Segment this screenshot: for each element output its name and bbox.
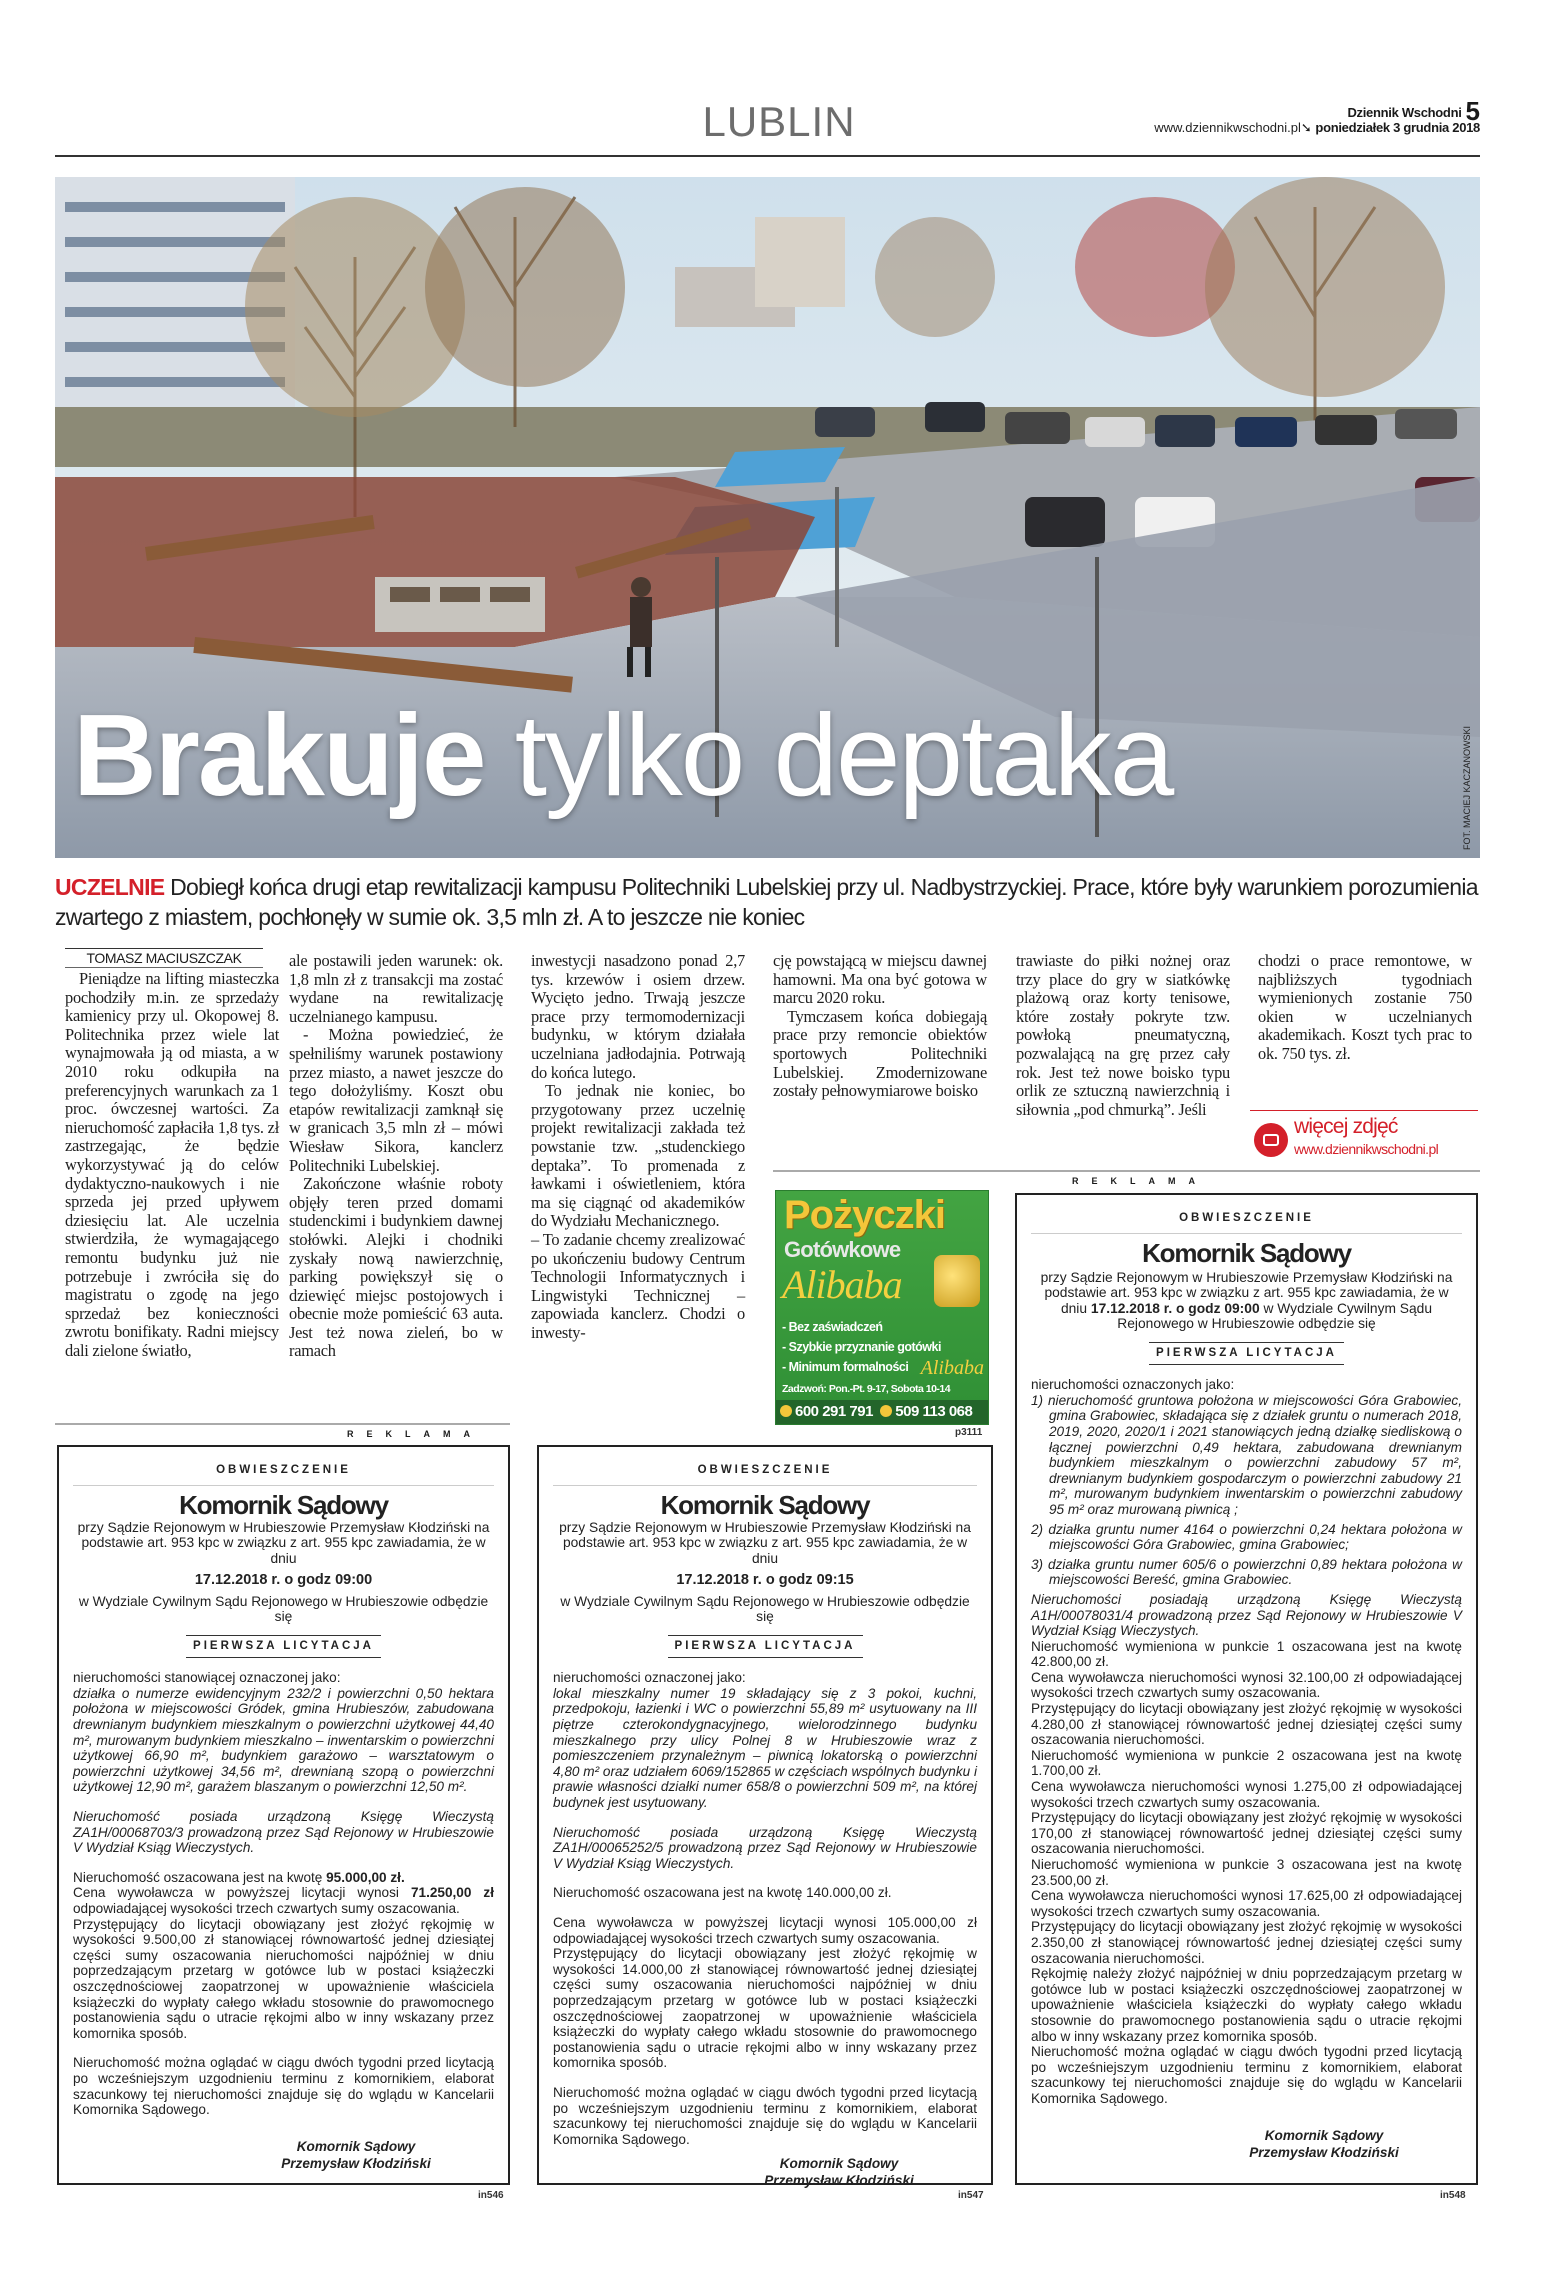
paragraph: Pieniądze na lifting miasteczka pochodziły m.in. ze sprzedaży kamienicy przy ul. Okopowej 8. Politechnika przez wiele lat wynajmowała ją od miasta, a w 2010 roku odkupiła na preferencyjnych warunkach za 1 proc. ówczesnej wartości. Za nieruchomość zapłaciła 1,8 tys. zł zastrzegając, że będzie wykorzystywać ją do celów dydaktyczno-naukowych i nie sprzeda jej przed upływem dziesięciu lat. Ale uczelnia stwierdziła, że wymagającego remontu budynku już nie potrzebuje i zwróciła się do magistratu o zgodę na jego sprzedaż bez konieczności zwrotu bonifikaty. Radni miejscy dali zielone światło, [65,969,279,1360]
property-item: 3) działka gruntu numer 605/6 o powierzchni 0,89 hektara położona w miejscowości Bereść, gmina Grabowiec. [1031,1556,1462,1588]
ad-bullet: - Bez zaświadczeń [782,1320,883,1334]
notice-deposit: Przystępujący do licytacji obowiązany jest złożyć rękojmię w wysokości 9.500,00 zł stanowiącej równowartość jednej dziesiątej części sumy oszacowania nieruchomości najpóźniej w dniu poprzedzającym przetarg w gotówce lub w postaci książeczki oszczędnościowej zaopatrzonej w upoważnienie właściciela książeczki do wypłaty całego wkładu stosownie do prawomocnego postanowienia sądu o utracie rękojmi albo w inny wskazany przez komornika sposób. [73,1916,494,2041]
notice-estimate [73,1870,494,1886]
paragraph: Zakończone właśnie roboty objęły teren przed domami studenckimi i budynkiem dawnej stołówki. Alejki i chodniki zyskały nową nawierzchnię, parking powiększył się o dziewięć miejsc postojowych i obecnie może pomieścić 63 auta. Jest też nowa zieleń, bo w ramach [289,1174,503,1361]
notice-paragraph: Cena wywoławcza nieruchomości wynosi 17.625,00 zł odpowiadającej wysokości trzech czwartych sumy oszacowania. [1031,1888,1462,1919]
headline [73,688,1172,822]
article-column-4 [773,952,987,1101]
estimate-amount: 95.000,00 zł. [326,1869,405,1885]
divider [773,1170,1480,1172]
notice-paragraph: Cena wywoławcza nieruchomości wynosi 1.275,00 zł odpowiadającej wysokości trzech czwartych sumy oszacowania. [1031,1779,1462,1810]
notice-description: działka o numerze ewidencyjnym 232/2 i powierzchni 0,50 hektara położona w miejscowości Gródek, gmina Hrubieszów, zabudowana drewnianym budynkiem mieszkalnym o powierzchni użytkowej 44,40 m², murowanym budynkiem mieszkalno – inwentarskim o powierzchni użytkowej 66,90 m², budynkiem garażowo – warsztatowym o powierzchni użytkowej 34,56 m², drewnianą szopą o powierzchni użytkowej 12,90 m², garażem blaszanym o powierzchni 12,50 m². [73,1685,494,1795]
signature-title: Komornik Sądowy [1264,2127,1384,2143]
notice-title: Komornik Sądowy [179,1489,388,1520]
ad-subtitle: Gotówkowe [784,1237,901,1262]
notice-intro: przy Sądzie Rejonowym w Hrubieszowie Przemysław Kłodziński na podstawie art. 953 kpc w związku z art. 955 kpc zawiadamia, że w dniu [559,1519,971,1566]
notice-signature [1031,2127,1462,2161]
notice-paragraph: Nieruchomość można oglądać w ciągu dwóch tygodni przed licytacją po wcześniejszym uzgodnieniu terminu z komornikiem, elaborat szacunkowy tej nieruchomości znajduje się do wglądu w Kancelarii Komornika Sądowego. [1031,2044,1462,2106]
article-deck [55,872,1485,932]
loan-advertisement[interactable] [775,1190,989,1425]
notice-date: 17.12.2018 r. o godz 09:15 [676,1572,854,1589]
ad-title: Pożyczki [784,1193,945,1237]
paragraph: To jednak nie koniec, bo przygotowany przez uczelnię projekt rewitalizacji zakłada też powstanie tzw. „studenckiego deptaka”. To promenada z ławkami i oświetleniem, która ma się ciągnąć od akademików do Wydziału Mechanicznego. [531,1081,745,1231]
phone-icon [880,1405,892,1417]
more-photos-link[interactable] [1250,1110,1478,1170]
bailiff-notice-1 [57,1445,510,2185]
notice-land-register: Nieruchomość posiada urządzoną Księgę Wieczystą ZA1H/00068703/3 prowadzoną przez Sąd Rejonowy w Hrubieszowie V Wydział Ksiąg Wieczystych. [73,1809,494,1856]
notice-title: Komornik Sądowy [660,1489,870,1520]
ad-bullet: - Szybkie przyznanie gotówki [782,1340,941,1354]
ad-hours: Zadzwoń: Pon.-Pt. 9-17, Sobota 10-14 [782,1383,951,1395]
notice-lead: nieruchomości oznaczonej jako: [553,1670,746,1686]
treasure-chest-icon [934,1255,980,1307]
notice-section: PIERWSZA LICYTACJA [1149,1342,1344,1366]
notice-paragraph: Nieruchomość wymieniona w punkcie 2 oszacowana jest na kwotę 1.700,00 zł. [1031,1747,1462,1779]
photo-credit: FOT. MACIEJ KACZANOWSKI [1462,725,1472,850]
notice-code: in547 [958,2190,984,2201]
cursor-icon: ➘ [1300,120,1312,135]
ad-bullet: - Minimum formalności [782,1360,909,1374]
section-title: LUBLIN [702,98,856,145]
notice-paragraph: Nieruchomość wymieniona w punkcie 3 oszacowana jest na kwotę 23.500,00 zł. [1031,1857,1462,1888]
paper-name: Dziennik Wschodni [1347,105,1462,120]
notice-code: in548 [1440,2190,1466,2201]
notice-viewing: Nieruchomość można oglądać w ciągu dwóch tygodni przed licytacją po wcześniejszym uzgodnieniu terminu z komornikiem, elaborat szacunkowy tej nieruchomości znajduje się do wglądu w Kancelarii Komornika Sądowego. [553,2084,977,2147]
signature-title: Komornik Sądowy [779,2156,899,2172]
price-amount: 71.250,00 zł [410,1885,495,1901]
paragraph: cję powstającą w miejscu dawnej hamowni. Ma ona być gotowa w marcu 2020 roku. [773,951,987,1008]
notice-lead: nieruchomości oznaczonych jako: [1031,1377,1235,1393]
notice-header: OBWIESZCZENIE [73,1463,494,1486]
article-column-2 [289,952,503,1361]
notice-land-register: Nieruchomość posiada urządzoną Księgę Wieczystą ZA1H/00065252/5 prowadzoną przez Sąd Rejonowy w Hrubieszowie V Wydział Ksiąg Wieczystych. [553,1824,977,1871]
issue-date: poniedziałek 3 grudnia 2018 [1315,120,1480,135]
notice-paragraph: Rękojmię należy złożyć najpóźniej w dniu poprzedzającym przetarg w gotówce lub w postaci książeczki oszczędnościowej zaopatrzonej w upoważnienie właściciela książeczki do wypłaty całego wkładu stosownie do prawomocnego postanowienia sądu o utracie rękojmi albo w inny wskazany przez komornika sposób. [1031,1966,1462,2044]
ad-brand-small: Alibaba [920,1357,984,1379]
notice-date: 17.12.2018 r. o godz 09:00 [194,1572,373,1589]
notice-paragraph: Przystępujący do licytacji obowiązany jest złożyć rękojmię w wysokości 170,00 zł stanowiącej równowartość jednej dziesiątej części sumy oszacowania nieruchomości. [1031,1810,1462,1857]
property-item: 1) nieruchomość gruntowa położona w miejscowości Góra Grabowiec, gmina Grabowiec, składająca się z działek gruntu o numerach 2018, 2019, 2020, 2020/1 i 2021 stanowiących jedną działkę siedliskową o łącznej powierzchni 0,49 hektara, zabudowana drewnianym budynkiem mieszkalnym o powierzchni zabudowy 57 m², drewnianym budynkiem gospodarczym o powierzchni zabudowy 21 m², murowanym budynkiem inwentarskim o powierzchni zabudowy 95 m² oraz murowaną piwnicą ; [1031,1392,1462,1517]
price-text: Cena wywoławcza w powyższej licytacji wynosi [73,1885,399,1901]
notice-intro-text: przy Sądzie Rejonowym w Hrubieszowie Przemysław Kłodziński na podstawie art. 953 kpc w związku z art. 955 kpc zawiadamia, że w dniu [1040,1269,1453,1316]
notice-venue: w Wydziale Cywilnym Sądu Rejonowego w Hrubieszowie odbędzie się [78,1593,489,1625]
article-column-5 [1016,952,1230,1119]
property-list [1031,1393,1462,1588]
notice-price [73,1885,494,1916]
reklama-label: REKLAMA [347,1429,483,1439]
notice-paragraph: Przystępujący do licytacji obowiązany jest złożyć rękojmię w wysokości 4.280,00 zł stanowiącej równowartość jednej dziesiątej części sumy oszacowania nieruchomości. [1031,1701,1462,1748]
paragraph: trawiaste do piłki nożnej oraz trzy place do gry w siatkówkę plażową oraz korty tenisowe, które zostały pokryte tzw. powłoką pneumatyczną, pozwalającą na grę przez cały rok. Jest też nowe boisko typu orlik ze sztuczną nawierzchnią i siłownia „pod chmurką”. Jeśli [1016,951,1230,1119]
camera-icon [1254,1123,1288,1157]
notice-section: PIERWSZA LICYTACJA [186,1635,381,1659]
header-rule [55,155,1480,157]
page-number: 5 [1465,96,1480,126]
estimate-text: Nieruchomość oszacowana jest na kwotę [73,1869,323,1885]
paragraph: chodzi o prace remontowe, w najbliższych tygodniach wymienionych zostanie 750 okien w uczelnianych akademikach. Koszt tych prac to ok. 750 tys. zł. [1258,951,1472,1063]
notice-venue: w Wydziale Cywilnym Sądu Rejonowego w Hrubieszowie odbędzie się [1117,1300,1433,1332]
notice-code: in546 [478,2190,504,2201]
paragraph: Tymczasem końca dobiegają prace przy remoncie obiektów sportowych Politechniki Lubelskiej. Zmodernizowane zostały pełnowymiarowe boisko [773,1006,987,1101]
notice-intro [1031,1270,1462,1332]
notice-paragraph: Cena wywoławcza nieruchomości wynosi 32.100,00 zł odpowiadającej wysokości trzech czwartych sumy oszacowania. [1031,1669,1462,1701]
signature-name: Przemysław Kłodziński [1249,2144,1399,2160]
signature-name: Przemysław Kłodziński [281,2155,431,2171]
article-column-1 [65,970,279,1360]
ad-phone-2: 509 113 068 [895,1403,973,1420]
divider [55,1423,510,1425]
notice-paragraph: Przystępujący do licytacji obowiązany jest złożyć rękojmię w wysokości 2.350,00 zł stanowiącej równowartość jednej dziesiątej części sumy oszacowania nieruchomości. [1031,1919,1462,1966]
ad-brand: Alibaba [782,1262,902,1307]
property-item: 2) działka gruntu numer 4164 o powierzchni 0,24 hektara położona w miejscowości Góra Grabowiec, gmina Grabowiec; [1031,1521,1462,1553]
bailiff-notice-3 [1015,1193,1478,2185]
notice-title: Komornik Sądowy [1142,1237,1351,1268]
notice-header: OBWIESZCZENIE [1031,1211,1462,1234]
notice-venue: w Wydziale Cywilnym Sądu Rejonowego w Hrubieszowie odbędzie się [560,1593,970,1625]
notice-description: lokal mieszkalny numer 19 składający się z 3 pokoi, kuchni, przedpokoju, łazienki i WC o powierzchni 55,89 m² usytuowany na III piętrze czterokondygnacyjnego, wielorodzinnego budynku mieszkalnego przy ulicy Polnej 8 w Hrubieszowie wraz z pomieszczeniem przynależnym – piwnicą lokatorską o powierzchni 4,80 m² oraz udziałem 6069/152865 w częściach wspólnych budynku i prawie własności działki numer 658/8 o powierzchni 509 m², na której budynek jest usytuowany. [553,1685,977,1811]
ad-bullets [782,1317,941,1377]
notice-deposit: Przystępujący do licytacji obowiązany jest złożyć rękojmię w wysokości 14.000,00 zł stanowiącej równowartość jednej dziesiątej części sumy oszacowania nieruchomości najpóźniej w dniu poprzedzającym przetarg w gotówce lub w postaci książeczki oszczędnościowej zaopatrzonej w upoważnienie właściciela książeczki do wypłaty całego wkładu stosownie do prawomocnego postanowienia sądu o utracie rękojmi albo w inny wskazany przez komornika sposób. [553,1946,977,2071]
headline-rest: tylko deptaka [514,690,1173,820]
reklama-label: REKLAMA [1072,1176,1208,1186]
headline-bold: Brakuje [73,690,485,820]
website-link[interactable]: www.dziennikwschodni.pl [1154,120,1301,135]
paragraph: inwestycji nasadzono ponad 2,7 tys. krzewów i osiem drzew. Wycięto jedno. Trwają jeszcze prace przy termomodernizacji budynku, w którym działała uczelniana jadłodajnia. Potrwają do końca lutego. [531,951,745,1082]
ad-phones [776,1400,988,1424]
notice-land-register: Nieruchomości posiadają urządzoną Księgę Wieczystą A1H/00078031/4 prowadzoną przez Sąd Rejonowy w Hrubieszowie V Wydział Ksiąg Wieczystych. [1031,1591,1462,1639]
notice-viewing: Nieruchomość można oglądać w ciągu dwóch tygodni przed licytacją po wcześniejszym uzgodnieniu terminu z komornikiem, elaborat szacunkowy tej nieruchomości znajduje się do wglądu w Kancelarii Komornika Sądowego. [73,2055,494,2118]
notice-intro: przy Sądzie Rejonowym w Hrubieszowie Przemysław Kłodziński na podstawie art. 953 kpc w związku z art. 955 kpc zawiadamia, że w dniu [77,1519,490,1566]
masthead [1154,96,1480,135]
phone-icon [780,1405,792,1417]
ad-code: p3111 [955,1427,983,1438]
notice-section: PIERWSZA LICYTACJA [668,1635,863,1659]
ad-phone-1: 600 291 791 [795,1403,873,1420]
signature-title: Komornik Sądowy [296,2138,416,2154]
notice-price: Cena wywoławcza w powyższej licytacji wynosi 105.000,00 zł odpowiadającej wysokości trzech czwartych sumy oszacowania. [553,1915,977,1946]
bailiff-notice-2 [537,1445,993,2189]
author-byline: TOMASZ MACIUSZCZAK [65,948,263,968]
signature-name: Przemysław Kłodziński [764,2173,914,2189]
notice-paragraph: Nieruchomość wymieniona w punkcie 1 oszacowana jest na kwotę 42.800,00 zł. [1031,1638,1462,1670]
notice-signature [553,2155,977,2189]
paragraph: ale postawili jeden warunek: ok. 1,8 mln zł z transakcji ma zostać wydane na rewitalizację uczelnianego kampusu. [289,951,503,1026]
notice-lead: nieruchomości stanowiącej oznaczonej jako: [73,1670,341,1686]
notice-header: OBWIESZCZENIE [553,1463,977,1486]
article-column-3 [531,952,745,1342]
paragraph: – To zadanie chcemy zrealizować po ukończeniu budowy Centrum Technologii Informatycznych i Lingwistyki Technicznej – zapowiada kanclerz. Chodzi o inwesty- [531,1229,745,1342]
more-photos-label: więcej zdjęć [1294,1115,1398,1138]
kicker: UCZELNIE [55,874,165,900]
price-text-end: odpowiadającej wysokości trzech czwartych sumy oszacowania. [73,1901,460,1916]
more-photos-url[interactable]: www.dziennikwschodni.pl [1294,1141,1439,1157]
article-column-6 [1258,952,1472,1064]
paragraph: - Można powiedzieć, że spełniliśmy warunek postawiony przez miasto, a nawet jeszcze do tego dołożyliśmy. Koszt obu etapów rewitalizacji zamknął się w granicach 3,5 mln zł – mówi Wiesław Sikora, kanclerz Politechniki Lubelskiej. [289,1025,503,1175]
notice-date: 17.12.2018 r. o godz 09:00 [1090,1300,1260,1316]
notice-estimate: Nieruchomość oszacowana jest na kwotę 140.000,00 zł. [553,1885,892,1901]
deck-text: Dobiegł końca drugi etap rewitalizacji kampusu Politechniki Lubelskiej przy ul. Nadbystrzyckiej. Prace, które były warunkiem porozumienia zwartego z miastem, pochłonęły w sumie ok. 3,5 mln zł. A to jeszcze nie koniec [55,874,1478,930]
notice-signature [73,2138,494,2172]
